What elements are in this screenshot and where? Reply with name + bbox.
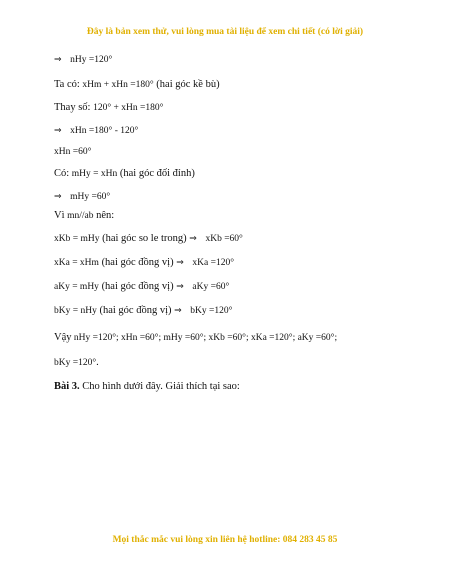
line-suffix: nên: [96,210,115,221]
line-aky [54,280,229,294]
math-expression: xHn =60° [54,147,92,157]
summary-item: aKy =60° [297,333,335,343]
math-expression: xHm + xHn =180° [82,80,154,90]
math-expression: 120° + xHn =180° [93,103,164,113]
implies-arrow-icon: ⇒ [189,234,197,244]
math-expression: bKy =120° [54,358,97,368]
line-vay: Vậy nHy =120°; xHn =60°; mHy =60°; xKb =60°; xKa =120°; aKy =60°; [54,332,338,343]
exercise-text: Cho hình dưới đây. Giải thích tại sao: [82,381,240,392]
math-expression: xKa = xHm [54,258,99,268]
implies-arrow-icon: ⇒ [54,192,62,202]
line-bky-final: bKy =120°. [54,357,99,368]
summary-item: xHn =60° [121,333,159,343]
line-ta-co [54,78,220,92]
line-prefix: Vậy [54,332,72,343]
line-note: (hai góc so le trong) [102,233,187,244]
math-expression: aKy = mHy [54,282,99,292]
math-expression: mHy = xHn [71,169,118,179]
preview-banner: Đây là bản xem thử, vui lòng mua tài liệu để xem chi tiết (có lời giải) [86,27,364,37]
line-nhy [54,53,112,67]
line-co [54,167,195,181]
line-prefix: Vì [54,210,65,221]
math-result: xKb =60° [205,234,243,244]
line-prefix: Ta có: [54,79,80,90]
math-result: aKy =60° [192,282,230,292]
summary-item: xKb =60° [208,333,246,343]
exercise-label: Bài 3. [54,381,80,392]
line-note: (hai góc đồng vị) [101,257,174,268]
math-expression: mHy =60° [70,192,111,202]
line-xhn [54,145,91,159]
math-result: xKa =120° [192,258,234,268]
summary-item: nHy =120° [73,333,117,343]
line-xkb [54,232,243,246]
exercise-3 [54,380,240,394]
math-expression: nHy =120° [70,55,113,65]
math-result: bKy =120° [190,306,233,316]
line-bky [54,304,232,318]
math-expression: xHn =180° - 120° [70,126,139,136]
implies-arrow-icon: ⇒ [176,258,184,268]
hotline-banner: Mọi thắc mắc vui lòng xin liên hệ hotline: 084 283 45 85 [112,535,338,545]
line-note: (hai góc đồng vị) [101,281,174,292]
math-expression: xKb = mHy [54,234,100,244]
line-note: (hai góc đồng vị) [99,305,172,316]
implies-arrow-icon: ⇒ [176,282,184,292]
line-thay-so [54,101,163,115]
math-expression: mn//ab [67,211,94,221]
summary-item: xKa =120° [250,333,293,343]
implies-arrow-icon: ⇒ [54,55,62,65]
line-note: (hai góc đối đỉnh) [119,168,195,179]
summary-item: mHy =60° [163,333,204,343]
line-vi [54,209,114,223]
line-xka [54,256,234,270]
math-expression: bKy = nHy [54,306,97,316]
line-prefix: Có: [54,168,70,179]
implies-arrow-icon: ⇒ [174,306,182,316]
line-mhy [54,190,110,204]
line-xhn-sub [54,124,138,138]
line-prefix: Thay số: [54,102,91,113]
implies-arrow-icon: ⇒ [54,126,62,136]
line-note: (hai góc kề bù) [156,79,220,90]
